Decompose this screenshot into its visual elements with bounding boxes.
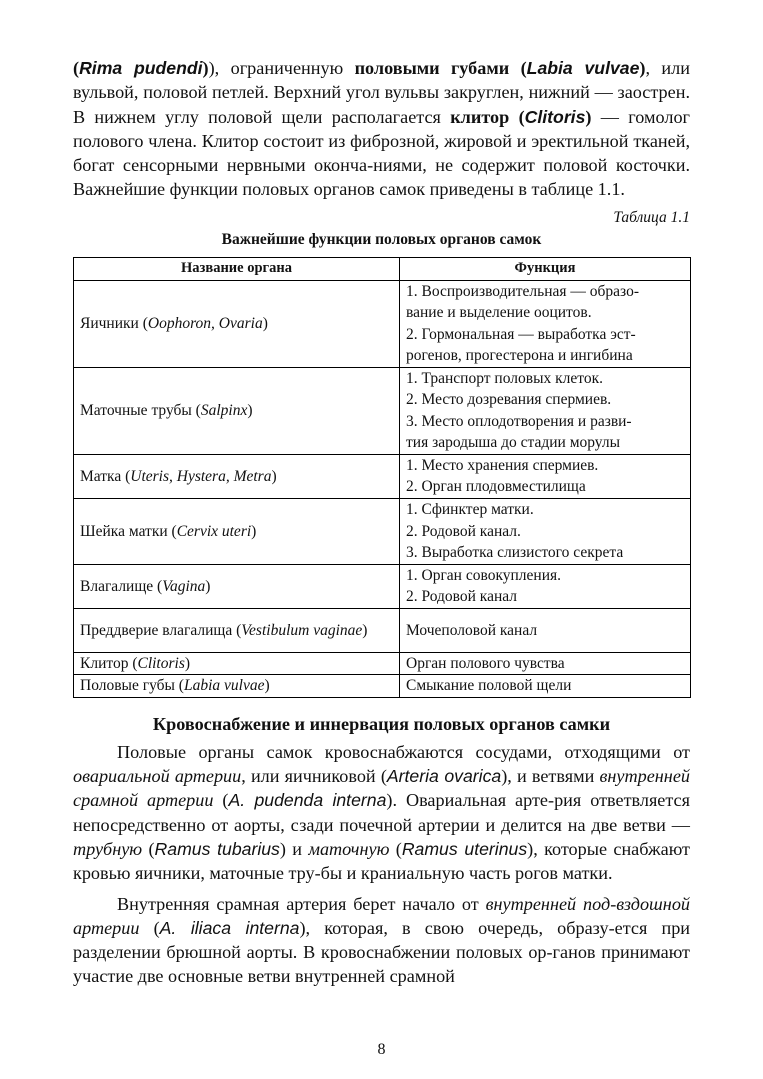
table-row <box>74 498 691 564</box>
function-line: Мочеполовой канал <box>406 621 538 639</box>
organ-name-cell <box>74 498 400 564</box>
p2-text-k: ( <box>142 838 155 859</box>
organ-name-end: ) <box>247 402 253 420</box>
function-cell <box>400 280 691 367</box>
table-number: Таблица 1.1 <box>613 208 690 226</box>
table-row <box>74 367 691 454</box>
p3-a-iliaca-interna: A. iliaca interna <box>159 917 300 938</box>
organ-name-latin: Oophoron, Ovaria <box>147 315 263 333</box>
function-line: рогенов, прогестерона и ингибина <box>406 347 633 365</box>
function-line: 2. Родовой канал. <box>406 522 521 540</box>
function-cell <box>400 498 691 564</box>
organ-name-latin: Uteris, Hystera, Metra <box>130 467 272 485</box>
intro-term-labia: половыми губами ( <box>354 58 527 78</box>
function-line: 1. Место хранения спермиев. <box>406 456 599 474</box>
intro-text-1: ), ограниченную <box>208 58 355 78</box>
p2-text-e: ), и ветвями <box>501 766 600 787</box>
table-header-row <box>74 257 691 280</box>
organ-name-cell <box>74 608 400 652</box>
organ-name-latin: Clitoris <box>137 654 185 672</box>
table-title: Важнейшие функции половых органов самок <box>221 230 542 248</box>
intro-text-2: , или вульвой, половой петлей. Верхний угол вульвы закруглен, нижний — заострен. В нижнем углу половой щели располагается <box>73 58 690 127</box>
function-line: 2. Гормональная — выработка эст- <box>406 325 636 343</box>
organ-name-cell <box>74 454 400 498</box>
table-row <box>74 280 691 367</box>
function-cell <box>400 454 691 498</box>
intro-paragraph <box>73 56 690 202</box>
table-body <box>74 280 691 697</box>
intro-open-paren: ( <box>73 58 80 78</box>
intro-rima-pudendi: Rima pudendi <box>79 58 203 78</box>
organ-name-ru: Преддверие влагалища ( <box>80 621 242 639</box>
organ-name-end: ) <box>262 315 268 333</box>
organ-name-end: ) <box>264 677 270 695</box>
organ-name-latin: Cervix uteri <box>176 522 252 540</box>
p2-ramus-uterinus: Ramus uterinus <box>401 838 528 859</box>
function-line: 2. Место дозревания спермиев. <box>406 391 612 409</box>
function-line: Смыкание половой щели <box>406 677 572 695</box>
p2-tubal: трубную <box>73 838 143 859</box>
organ-name-latin: Salpinx <box>200 402 248 420</box>
p2-ramus-tubarius: Ramus tubarius <box>154 838 280 859</box>
organ-name-latin: Labia vulvae <box>183 677 265 695</box>
function-line: 1. Орган совокупления. <box>406 566 562 584</box>
header-organ-name: Название органа <box>74 257 400 280</box>
organs-functions-table <box>73 257 691 698</box>
table-row <box>74 454 691 498</box>
function-line: 3. Выработка слизистого секрета <box>406 544 624 562</box>
organ-name-end: ) <box>184 654 191 672</box>
p2-text-c: , или яичниковой ( <box>241 766 387 787</box>
table-row <box>74 652 691 675</box>
function-line: вание и выделение ооцитов. <box>406 304 592 322</box>
organ-name-ru: Влагалище ( <box>80 577 163 595</box>
function-cell <box>400 367 691 454</box>
intro-close-paren: ) <box>202 58 209 78</box>
organ-name-cell <box>74 367 400 454</box>
intro-term-clitor: клитор ( <box>450 106 525 127</box>
function-cell <box>400 675 691 698</box>
function-line: тия зародыша до стадии морулы <box>406 434 621 452</box>
organ-name-ru: Клитор ( <box>80 654 138 672</box>
function-cell <box>400 652 691 675</box>
p2-text-a: Половые органы самок кровоснабжаются сосудами, отходящими от <box>117 741 690 762</box>
page-content <box>73 56 690 989</box>
table-row <box>74 564 691 608</box>
organ-name-latin: Vestibulum vaginae <box>241 621 363 639</box>
p3-text-c: ( <box>139 917 160 938</box>
intro-close-paren-3: ) <box>585 106 592 127</box>
section-heading: Кровоснабжение и иннервация половых органов самки <box>152 713 611 734</box>
function-line: 1. Транспорт половых клеток. <box>406 369 603 387</box>
header-function: Функция <box>400 257 691 280</box>
organ-name-ru: Половые губы ( <box>80 677 184 695</box>
organ-name-cell <box>74 564 400 608</box>
function-line: 1. Воспроизводительная — образо- <box>406 282 639 300</box>
table-row <box>74 675 691 698</box>
p3-internal-iliac: внутренней под-вздошной артерии <box>73 893 691 938</box>
intro-text-3: — гомолог полового члена. Клитор состоит из фиброзной, жировой и эректильной тканей, богат сенсорными нервными оконча-ниями, не содержит половой косточки. Важнейшие функции половых органов самок приведены в таблице 1.1. <box>73 106 690 200</box>
blood-supply-paragraph-2 <box>73 892 690 989</box>
p2-a-pudenda-interna: A. pudenda interna <box>228 790 387 811</box>
intro-clitoris: Clitoris <box>524 106 586 127</box>
function-line: 2. Орган плодовместилища <box>406 478 586 496</box>
organ-name-ru: Матка ( <box>80 467 131 485</box>
organ-name-latin: Vagina <box>162 577 206 595</box>
p2-arteria-ovarica: Arteria ovarica <box>386 766 502 787</box>
p2-text-g: ( <box>213 790 229 811</box>
function-cell <box>400 564 691 608</box>
table-row <box>74 608 691 652</box>
p3-text-e: ), которая, в свою очередь, образу-ется при разделении брюшной аорты. В кровоснабжении половых ор-ганов принимают участие две основные ветви внутренней срамной <box>73 917 691 987</box>
organ-name-cell <box>74 280 400 367</box>
organ-name-cell <box>74 675 400 698</box>
page-number: 8 <box>377 1041 386 1058</box>
organ-name-end: ) <box>271 467 277 485</box>
p2-ovarian-artery: овариальной артерии <box>73 766 242 787</box>
organ-name-end: ) <box>362 621 368 639</box>
intro-labia-vulvae: Labia vulvae <box>526 58 640 78</box>
p2-text-i: ). Овариальная арте-рия ответвляется непосредственно от аорты, сзади почечной артерии и делится на две ветви — <box>73 790 690 835</box>
p2-uterine: маточную <box>308 838 390 859</box>
intro-close-paren-2: ) <box>639 58 646 78</box>
blood-supply-paragraph-1 <box>73 740 690 886</box>
function-line: 1. Сфинктер матки. <box>406 501 534 519</box>
organ-name-end: ) <box>251 522 257 540</box>
organ-name-ru: Шейка матки ( <box>80 522 177 540</box>
organ-name-ru: Маточные трубы ( <box>80 402 201 420</box>
organ-name-end: ) <box>205 577 211 595</box>
p2-text-m: ) и <box>279 838 309 859</box>
function-line: 3. Место оплодотворения и разви- <box>406 412 632 430</box>
organ-name-cell <box>74 652 400 675</box>
function-cell <box>400 608 691 652</box>
p2-text-q: ), которые снабжают кровью яичники, маточные тру-бы и краниальную часть рогов матки. <box>73 838 690 884</box>
p2-internal-pudendal: внутренней срамной артерии <box>73 766 690 811</box>
p2-text-o: ( <box>389 838 402 859</box>
p3-text-a: Внутренняя срамная артерия берет начало от <box>117 893 486 914</box>
function-line: 2. Родовой канал <box>406 588 518 606</box>
function-line: Орган полового чувства <box>406 654 565 672</box>
organ-name-ru: Яичники ( <box>80 315 148 333</box>
